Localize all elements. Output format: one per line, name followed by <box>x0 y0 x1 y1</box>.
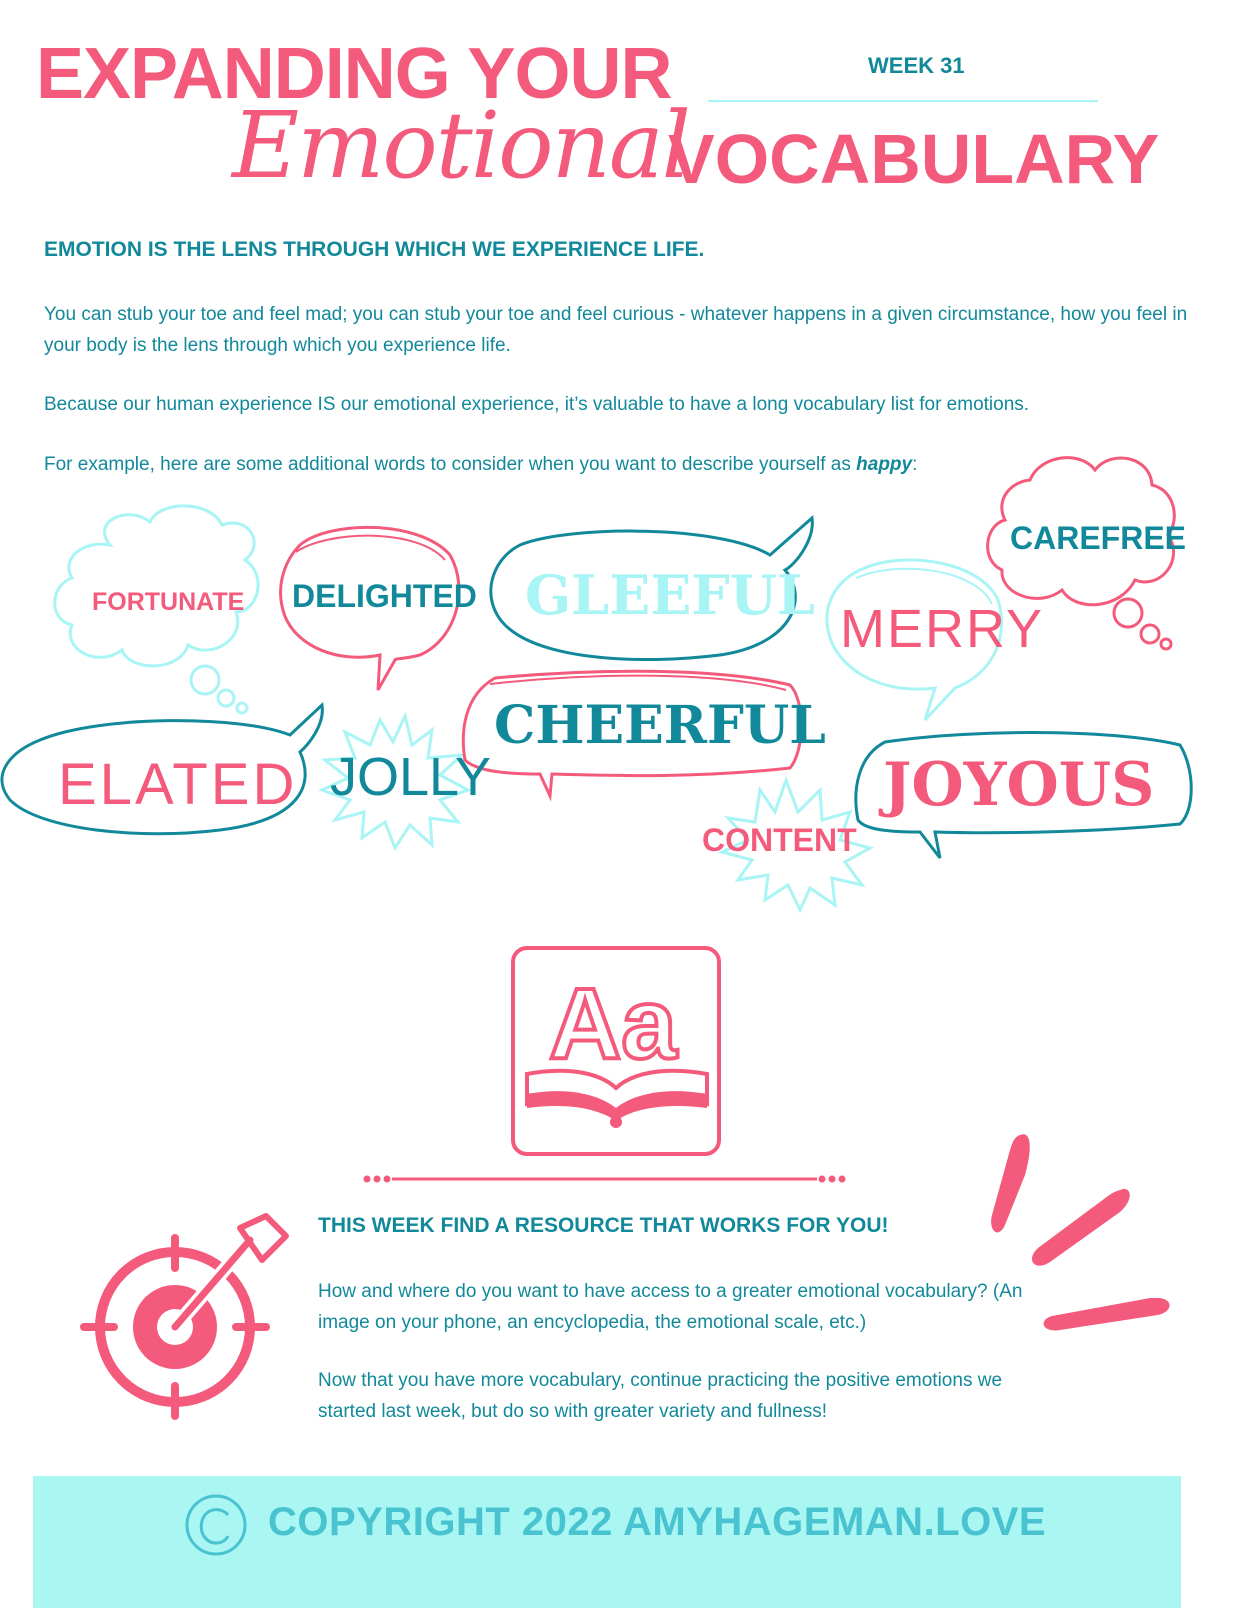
intro-heading: EMOTION IS THE LENS THROUGH WHICH WE EXPERIENCE LIFE. <box>44 238 705 261</box>
word-joyous: JOYOUS <box>883 750 1155 820</box>
intro-paragraph-2: Because our human experience IS our emotional experience, it’s valuable to have a long vocabulary list for emotions. <box>44 394 1030 415</box>
dictionary-glyph: Aa <box>549 968 677 1080</box>
happy-emphasis: happy <box>856 454 913 475</box>
word-delighted: DELIGHTED <box>292 578 477 614</box>
word-gleeful: GLEEFUL <box>525 563 815 627</box>
title-line-2: VOCABULARY <box>668 120 1160 198</box>
dictionary-icon <box>511 946 721 1156</box>
word-content: CONTENT <box>702 822 857 858</box>
intro-paragraph-3-suffix: : <box>912 454 918 475</box>
word-elated: ELATED <box>58 752 298 817</box>
action-heading: THIS WEEK FIND A RESOURCE THAT WORKS FOR YOU! <box>318 1214 889 1237</box>
word-cheerful: CHEERFUL <box>494 695 826 756</box>
word-carefree: CAREFREE <box>1010 520 1187 556</box>
intro-paragraph-3-prefix: For example, here are some additional words to consider when you want to describe yourself as <box>44 454 857 475</box>
intro-paragraph-1: You can stub your toe and feel mad; you can stub your toe and feel curious - whatever happens in a given circumstance, how you feel in your body is the lens through which you experience life. <box>44 304 1188 356</box>
section-divider <box>362 1172 847 1186</box>
title-script-word: Emotional <box>232 92 690 199</box>
action-paragraph-1: How and where do you want to have access to a greater emotional vocabulary? (An image on your phone, an encyclopedia, the emotional scale, etc.) <box>318 1281 1023 1333</box>
copyright-icon <box>184 1493 248 1557</box>
word-merry: MERRY <box>840 599 1045 659</box>
title-line-1: EXPANDING YOUR <box>36 34 672 114</box>
word-jolly: JOLLY <box>330 747 492 807</box>
target-icon <box>80 1210 290 1420</box>
action-paragraph-2: Now that you have more vocabulary, continue practicing the positive emotions we started last week, but do so with greater variety and fullness! <box>318 1370 1003 1422</box>
word-fortunate: FORTUNATE <box>92 588 245 616</box>
copyright-text: COPYRIGHT 2022 AMYHAGEMAN.LOVE <box>268 1500 1047 1544</box>
week-label: WEEK 31 <box>868 53 965 78</box>
